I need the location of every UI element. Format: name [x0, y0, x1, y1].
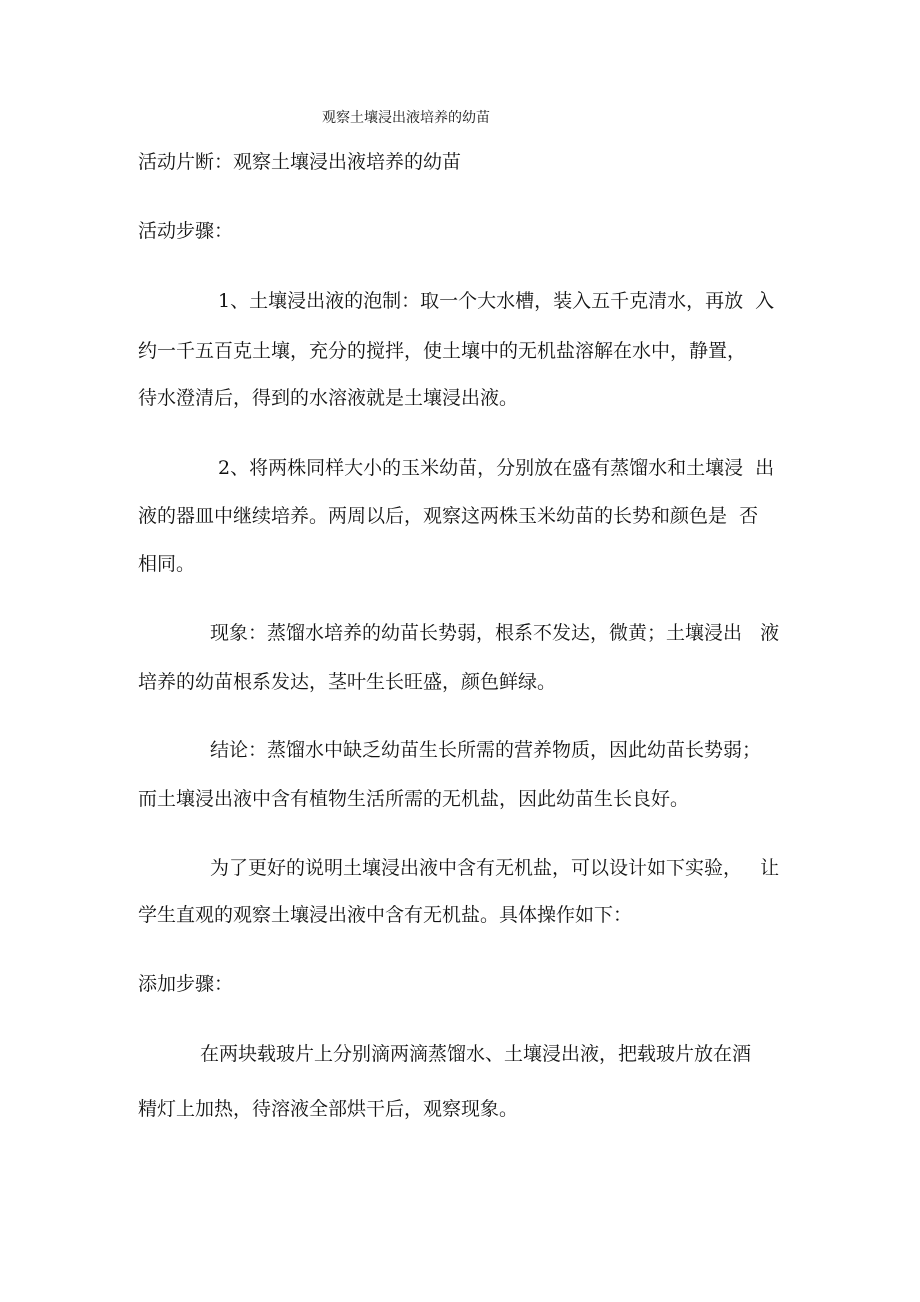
step-1-line-1: 1、土壤浸出液的泡制：取一个大水槽，装入五千克清水，再放 入 — [218, 290, 775, 312]
steps-heading: 活动步骤： — [138, 220, 234, 242]
add-step-line-1: 在两块载玻片上分别滴两滴蒸馏水、土壤浸出液，把载玻片放在酒 — [200, 1043, 752, 1065]
phenomenon-line-2: 培养的幼苗根系发达，茎叶生长旺盛，颜色鲜绿。 — [138, 671, 557, 693]
step-2-line-3: 相同。 — [138, 553, 196, 575]
step-1-line-2: 约一千五百克土壤，充分的搅拌，使土壤中的无机盐溶解在水中，静置， — [138, 340, 747, 362]
step-2-line-2: 液的器皿中继续培养。两周以后，观察这两株玉米幼苗的长势和颜色是 否 — [138, 505, 759, 527]
step-1-line-3: 待水澄清后，得到的水溶液就是土壤浸出液。 — [138, 387, 519, 409]
document-title: 观察土壤浸出液培养的幼苗 — [322, 110, 490, 126]
phenomenon-line-1: 现象：蒸馏水培养的幼苗长势弱，根系不发达，微黄；土壤浸出 液 — [210, 622, 780, 644]
step-2-line-1: 2、将两株同样大小的玉米幼苗，分别放在盛有蒸馏水和土壤浸 出 — [218, 457, 775, 479]
add-step-line-2: 精灯上加热，待溶液全部烘干后，观察现象。 — [138, 1098, 519, 1120]
design-line-1: 为了更好的说明土壤浸出液中含有无机盐，可以设计如下实验， 让 — [210, 857, 780, 879]
conclusion-line-2: 而土壤浸出液中含有植物生活所需的无机盐，因此幼苗生长良好。 — [138, 788, 690, 810]
add-steps-heading: 添加步骤： — [138, 973, 234, 995]
activity-title: 活动片断：观察土壤浸出液培养的幼苗 — [138, 151, 462, 173]
conclusion-line-1: 结论：蒸馏水中缺乏幼苗生长所需的营养物质，因此幼苗长势弱； — [210, 739, 762, 761]
design-line-2: 学生直观的观察土壤浸出液中含有无机盐。具体操作如下： — [138, 904, 633, 926]
